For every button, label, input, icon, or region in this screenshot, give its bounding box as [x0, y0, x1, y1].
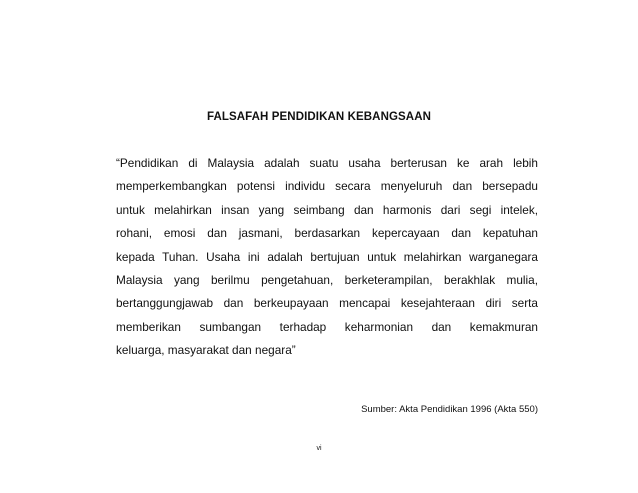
quote-line: untuk melahirkan insan yang seimbang dan harmonis dari segi intelek,	[116, 202, 538, 217]
quote-line: memberikan sumbangan terhadap keharmonian dan kemakmuran	[116, 319, 538, 334]
quote-line: kepada Tuhan. Usaha ini adalah bertujuan untuk melahirkan warganegara	[116, 249, 538, 264]
quote-line: bertanggungjawab dan berkeupayaan mencapai kesejahteraan diri serta	[116, 296, 538, 311]
quote-line: memperkembangkan potensi individu secara menyeluruh dan bersepadu	[116, 179, 538, 194]
quote-line: keluarga, masyarakat dan negara”	[116, 343, 296, 358]
source-citation: Sumber: Akta Pendidikan 1996 (Akta 550)	[361, 404, 538, 415]
quote-line: “Pendidikan di Malaysia adalah suatu usaha berterusan ke arah lebih	[116, 156, 538, 170]
philosophy-quote	[116, 152, 538, 363]
quote-line: rohani, emosi dan jasmani, berdasarkan kepercayaan dan kepatuhan	[116, 226, 538, 241]
page-number: vi	[316, 445, 322, 452]
page-title: FALSAFAH PENDIDIKAN KEBANGSAAN	[206, 111, 432, 123]
quote-line: Malaysia yang berilmu pengetahuan, berketerampilan, berakhlak mulia,	[116, 273, 538, 288]
